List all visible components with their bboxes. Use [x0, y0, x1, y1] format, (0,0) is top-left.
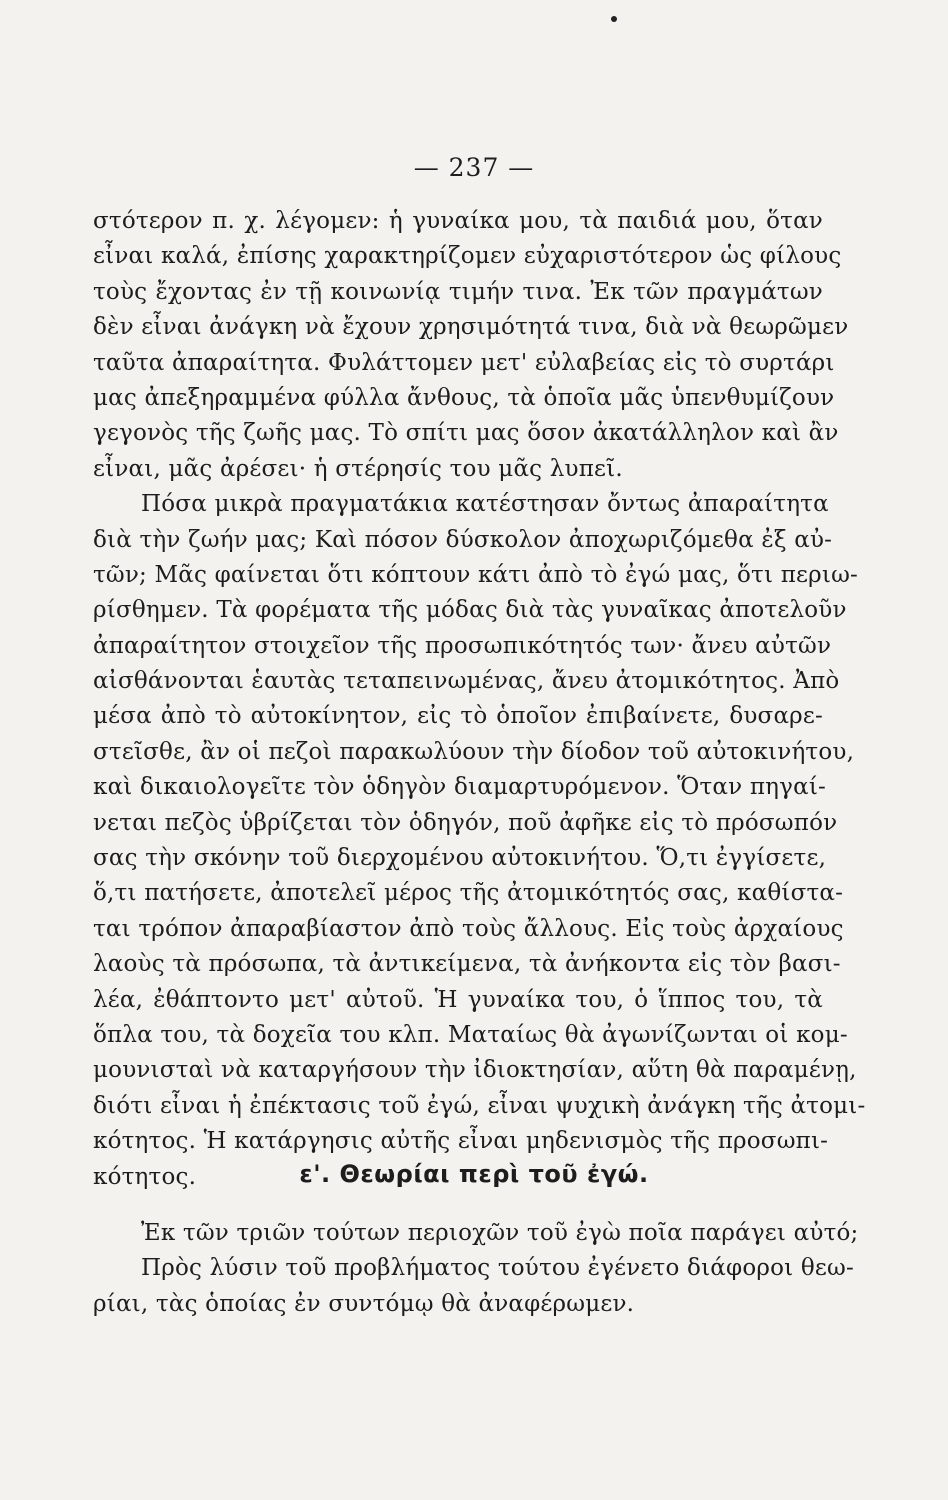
text-line: τοὺς ἔχοντας ἐν τῇ κοινωνίᾳ τιμήν τινα. Ἐκ τῶν πραγμάτων	[93, 278, 823, 305]
page-number: — 237 —	[413, 153, 535, 182]
text-line: ρίσθημεν. Τὰ φορέματα τῆς μόδας διὰ τὰς γυναῖκας ἀποτελοῦν	[93, 597, 847, 624]
ink-speck	[611, 16, 617, 22]
section-heading: ε'. Θεωρίαι περὶ τοῦ ἐγώ.	[299, 1160, 649, 1188]
text-line: γεγονὸς τῆς ζωῆς μας. Τὸ σπίτι μας ὅσον ἀκατάλληλον καὶ ἂν	[93, 420, 839, 447]
text-line: στεῖσθε, ἂν οἱ πεζοὶ παρακωλύουν τὴν δίοδον τοῦ αὐτοκινήτου,	[93, 738, 855, 765]
text-line: κότητος.	[93, 1163, 197, 1190]
text-line: διότι εἶναι ἡ ἐπέκτασις τοῦ ἐγώ, εἶναι ψυχικὴ ἀνάγκη τῆς ἀτομι-	[93, 1092, 866, 1119]
text-line: ὅ,τι πατήσετε, ἀποτελεῖ μέρος τῆς ἀτομικότητός σας, καθίστα-	[93, 880, 844, 907]
text-line: διὰ τὴν ζωήν μας; Καὶ πόσον δύσκολον ἀποχωριζόμεθα ἐξ αὐ-	[93, 526, 833, 553]
text-line: ταῦτα ἀπαραίτητα. Φυλάττομεν μετ' εὐλαβείας εἰς τὸ συρτάρι	[93, 349, 835, 376]
text-line: αἰσθάνονται ἑαυτὰς τεταπεινωμένας, ἄνευ ἀτομικότητος. Ἀπὸ	[93, 668, 840, 695]
text-line: τῶν; Μᾶς φαίνεται ὅτι κόπτουν κάτι ἀπὸ τὸ ἐγώ μας, ὅτι περιω-	[93, 561, 859, 588]
text-line: στότερον π. χ. λέγομεν: ἡ γυναίκα μου, τὰ παιδιά μου, ὅταν	[93, 208, 823, 234]
text-line: ται τρόπον ἀπαραβίαστον ἀπὸ τοὺς ἄλλους. Εἰς τοὺς ἀρχαίους	[93, 915, 844, 942]
text-line: εἶναι, μᾶς ἀρέσει· ἡ στέρησίς του μᾶς λυπεῖ.	[93, 455, 623, 482]
text-line: δὲν εἶναι ἀνάγκη νὰ ἔχουν χρησιμότητά τινα, διὰ νὰ θεωρῶμεν	[93, 314, 849, 341]
text-line: σας τὴν σκόνην τοῦ διερχομένου αὐτοκινήτου. Ὅ,τι ἐγγίσετε,	[93, 845, 827, 872]
text-line: κότητος. Ἡ κατάργησις αὐτῆς εἶναι μηδενισμὸς τῆς προσωπι-	[93, 1128, 829, 1155]
text-line: μουνισταὶ νὰ καταργήσουν τὴν ἰδιοκτησίαν, αὕτη θὰ παραμένῃ,	[93, 1057, 857, 1084]
text-line: ἀπαραίτητον στοιχεῖον τῆς προσωπικότητός των· ἄνευ αὐτῶν	[93, 632, 832, 659]
text-line: λαοὺς τὰ πρόσωπα, τὰ ἀντικείμενα, τὰ ἀνήκοντα εἰς τὸν βασι-	[93, 951, 841, 978]
text-line: λέα, ἐθάπτοντο μετ' αὐτοῦ. Ἡ γυναίκα του, ὁ ἵππος του, τὰ	[93, 986, 823, 1013]
text-line: Πρὸς λύσιν τοῦ προβλήματος τούτου ἐγένετο διάφοροι θεω-	[141, 1255, 854, 1282]
body-text	[93, 204, 866, 1195]
text-line: νεται πεζὸς ὑβρίζεται τὸν ὁδηγόν, ποῦ ἀφῆκε εἰς τὸ πρόσωπόν	[93, 809, 838, 836]
text-line: ρίαι, τὰς ὁποίας ἐν συντόμῳ θὰ ἀναφέρωμεν.	[93, 1290, 635, 1317]
text-line: ὅπλα του, τὰ δοχεῖα του κλπ. Ματαίως θὰ ἀγωνίζωνται οἱ κομ-	[93, 1021, 848, 1048]
text-line: εἶναι καλά, ἐπίσης χαρακτηρίζομεν εὐχαριστότερον ὡς φίλους	[93, 243, 842, 270]
text-line: Ἐκ τῶν τριῶν τούτων περιοχῶν τοῦ ἐγὼ ποῖα παράγει αὐτό;	[141, 1220, 859, 1246]
text-line: καὶ δικαιολογεῖτε τὸν ὁδηγὸν διαμαρτυρόμενον. Ὅταν πηγαί-	[93, 774, 827, 801]
text-line: Πόσα μικρὰ πραγματάκια κατέστησαν ὄντως ἀπαραίτητα	[141, 491, 829, 518]
closing-paragraph	[93, 1216, 859, 1322]
text-line: μέσα ἀπὸ τὸ αὐτοκίνητον, εἰς τὸ ὁποῖον ἐπιβαίνετε, δυσαρε-	[93, 703, 823, 730]
text-line: μας ἀπεξηραμμένα φύλλα ἄνθους, τὰ ὁποῖα μᾶς ὑπενθυμίζουν	[93, 384, 835, 411]
